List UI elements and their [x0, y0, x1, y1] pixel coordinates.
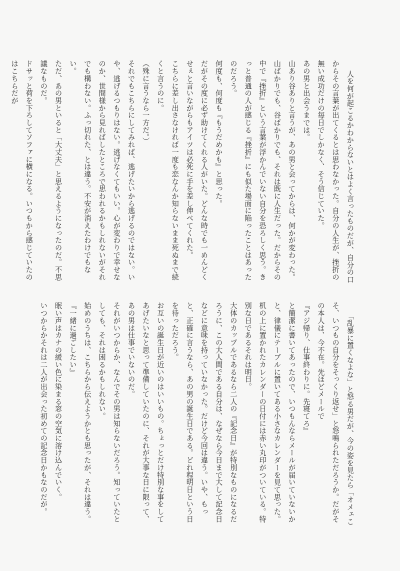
upper-text: 人を何が起こるかわからないとはよく言ったものだが、自分の口からその言葉が出てくるとは思わなかった。自分の人生が、挫折の無い成功だけの毎日でしかなく、そう信じていた。 あの男と出会うまでは。 山あり谷ありと言うが、あの男と会ってからは、何かが変わった。山ばかりでも、谷ばかりでも、それは既に人生だった。だからその中で『挫折』という言葉が浮かんでいない自分を恐ろしく思う。きっと普通の人が感じる『挫折』にも似た場面に陥ったことはあったのだろう。 何度も、何度も『もうだめかも』と思った。 だがその度に必ず助けてくれる人がいた。どんな時でも一めんどくせぇと言いながらもアイツは必死に手を差し伸べてくれた。 こちらに差し出さなければ一度も恋なんか知らないまま死ぬまで続くと言うのに。 （殊に言うなら一方だ。） それでもこちらにしてみれば、逃げたいから逃げるのではない。いや、逃げるつもりはない。逃げなくてもいい。心が変わりで幸せなのか、世間様から見ればしたところで思われるかもしれないがそれでも構わない。ふっ切れた、とは違う。不安が消えたわけでもない。 ただ、あの男といると「大丈夫」と思えるようになったのだ。不思議なものだ。 ドサッと荷を下ろしてソファに横になる。いつもから感じていたのはこちらだが — [10, 60, 356, 284]
lower-text: 「乱暴に置くなよな」と怒る男だが、今の姿を見たら「オメェこそ、いつもの自分をそっくり返せ」と怒鳴られただろうか。だがその本人は、今不在。先ほどメールで 『アジ帰り、仕事終わりに。先寝てろ』 と簡潔に書いてあったので、いつもんならメールが届いていないかと、律儀にテーブルに置いてある小さなカレンダーを見て思った。 机の上に置かれたカレンダーの日付には赤い丸印がついている。特別な日であるそれは明日。 大体のカップルであるなら二人の『記念日』が特別なものになるだろうに、この大人間である自分は、なぜなら今日まで大して記念日などに意味を持っていなかった。だけど今回は違う。いや、もっと、正確に言うなら、あの男の誕生日である。どれ程明日という日を待っただろう。 お互いの誕生日が近いのはいいもの。ちょっとだけ特別な事をしてあげたいなと思って準備していたのに、それが大事な日に限って、あの男は仕事でいないのだ。 それがいつからか、なんでその男は知らないだろう。知っていたとしても、それは困るかもしれない。 始めのうちは、こちらから伝えようかとも思ったが、それは違う。 『一緒に過ごしたい』 眠い声はカナの緩い色に染まる窓の空気に溶け込んでいく。 いつからかそれは二人が出会った初めての記念日かもなのだが。 — [39, 302, 356, 526]
lower-text-block — [39, 302, 372, 526]
upper-text-block — [10, 60, 372, 284]
